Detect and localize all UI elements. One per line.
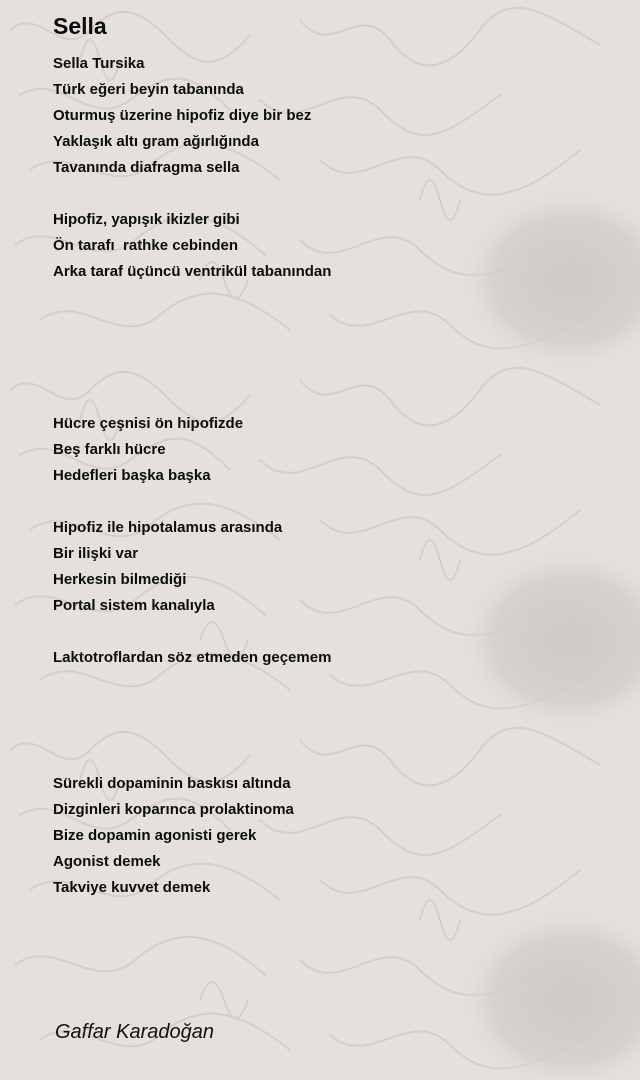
poem-line: Sella Tursika — [53, 55, 145, 72]
poem-line: Yaklaşık altı gram ağırlığında — [53, 133, 259, 150]
poem-line: Dizginleri koparınca prolaktinoma — [53, 801, 294, 818]
poem-title: Sella — [53, 13, 107, 39]
poem-line: Ön tarafı rathke cebinden — [53, 237, 239, 254]
poem-line: Hipofiz, yapışık ikizler gibi — [53, 211, 240, 228]
poem-line: Herkesin bilmediği — [53, 571, 187, 588]
poem-line: Arka taraf üçüncü ventrikül tabanından — [53, 263, 332, 280]
poem-line: Oturmuş üzerine hipofiz diye bir bez — [53, 107, 312, 124]
poem-line: Hipofiz ile hipotalamus arasında — [53, 519, 283, 536]
poem-line: Portal sistem kanalıyla — [53, 597, 215, 614]
poem-line: Laktotroflardan söz etmeden geçemem — [53, 649, 332, 666]
poem-line: Bize dopamin agonisti gerek — [53, 827, 257, 844]
author-name: Gaffar Karadoğan — [55, 1021, 214, 1043]
poem-line: Sürekli dopaminin baskısı altında — [53, 775, 291, 792]
poem-line: Hücre çeşnisi ön hipofizde — [53, 415, 244, 432]
poem-line: Hedefleri başka başka — [53, 467, 211, 484]
poem-line: Takviye kuvvet demek — [53, 879, 211, 896]
poem-line: Türk eğeri beyin tabanında — [53, 81, 244, 98]
poem-line: Beş farklı hücre — [53, 441, 166, 458]
poem-line: Bir ilişki var — [53, 545, 139, 562]
poem-line: Agonist demek — [53, 853, 161, 870]
poem-line: Tavanında diafragma sella — [53, 159, 240, 176]
